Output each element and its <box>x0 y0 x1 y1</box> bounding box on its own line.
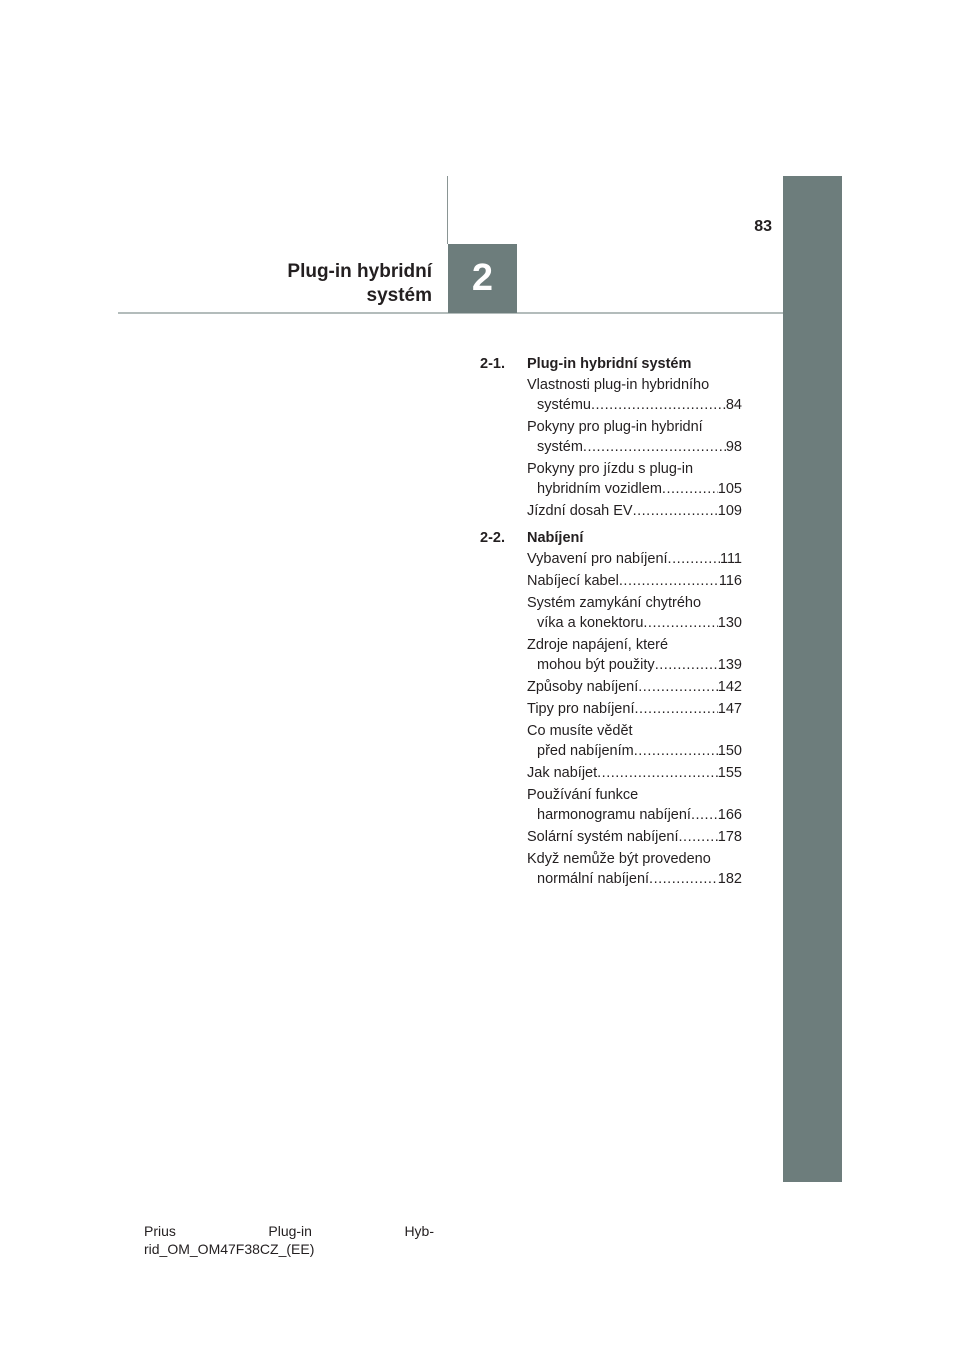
toc-entry-leader-dots <box>655 655 718 675</box>
toc-section-heading <box>480 353 742 375</box>
toc-section-number: 2-2. <box>480 530 505 546</box>
toc-entry-title: před nabíjením <box>537 743 634 759</box>
toc-entry-page-number: 178 <box>717 829 742 845</box>
toc-entry-leader-dots <box>638 677 718 697</box>
toc-entry-leader-dots <box>591 395 726 415</box>
toc-entry-leader-dots <box>597 763 718 783</box>
toc-entry[interactable] <box>527 827 742 847</box>
toc-entry-title: Solární systém nabíjení <box>527 829 679 845</box>
chapter-number: 2 <box>471 257 494 299</box>
toc-entry[interactable] <box>527 501 742 521</box>
toc-entry-title-line1: Systém zamykání chytrého <box>527 595 702 611</box>
chapter-title-line2: systém <box>366 285 432 306</box>
page-number: 83 <box>754 218 772 235</box>
toc-entry-page-number: 84 <box>725 397 742 413</box>
toc-entry-page-number: 116 <box>718 573 742 589</box>
toc-entry-leader-dots <box>662 479 718 499</box>
toc-entry-page-number: 166 <box>717 807 742 823</box>
toc-entry[interactable] <box>527 721 742 761</box>
toc-entry-page-number: 139 <box>717 657 742 673</box>
toc-entry[interactable] <box>527 571 742 591</box>
toc-entry-title-line1: Co musíte vědět <box>527 723 633 739</box>
toc-entry-title: normální nabíjení <box>537 871 650 887</box>
toc-entry-page-number: 150 <box>717 743 742 759</box>
toc-entry-title-line1: Pokyny pro jízdu s plug-in <box>527 461 694 477</box>
toc-entry-title: systém <box>537 439 583 455</box>
toc-entry-title: Vybavení pro nabíjení <box>527 551 668 567</box>
toc-entry-title: Jízdní dosah EV <box>527 503 633 519</box>
toc-entry-title: Tipy pro nabíjení <box>527 701 635 717</box>
chapter-title-line1: Plug-in hybridní <box>287 261 432 282</box>
toc-entry-leader-dots <box>691 805 718 825</box>
toc-entry-title: Způsoby nabíjení <box>527 679 639 695</box>
toc-entry-page-number: 155 <box>717 765 742 781</box>
footer-word-2: Plug-in <box>268 1223 312 1239</box>
chapter-title <box>220 260 432 308</box>
footer-word-3: Hyb- <box>404 1223 434 1239</box>
toc-entry-leader-dots <box>679 827 718 847</box>
toc-entry-title: víka a konektoru <box>537 615 644 631</box>
toc-entry-page-number: 147 <box>717 701 742 717</box>
toc-entry-page-number: 182 <box>717 871 742 887</box>
toc-entry-title-line1: Používání funkce <box>527 787 639 803</box>
toc-entry[interactable] <box>527 549 742 569</box>
chapter-side-tab <box>783 176 842 1182</box>
toc-entry-leader-dots <box>649 869 718 889</box>
toc-entry-page-number: 111 <box>719 551 742 567</box>
toc-entry[interactable] <box>527 677 742 697</box>
footer-line-2: rid_OM_OM47F38CZ_(EE) <box>144 1241 315 1257</box>
toc-entry-leader-dots <box>643 613 717 633</box>
toc-section-title: Plug-in hybridní systém <box>527 356 692 372</box>
toc-entry-leader-dots <box>583 437 726 457</box>
toc-entry-leader-dots <box>634 699 717 719</box>
footer <box>144 1222 434 1258</box>
toc-entry-leader-dots <box>634 741 718 761</box>
table-of-contents <box>480 353 742 891</box>
toc-entry-title-line1: Když nemůže být provedeno <box>527 851 711 867</box>
toc-entry[interactable] <box>527 849 742 889</box>
header-divider-vertical <box>447 176 448 244</box>
toc-entry-title-line1: Vlastnosti plug-in hybridního <box>527 377 710 393</box>
chapter-number-badge <box>448 244 517 313</box>
toc-entry-page-number: 109 <box>717 503 742 519</box>
toc-entry[interactable] <box>527 785 742 825</box>
toc-entry-page-number: 130 <box>717 615 742 631</box>
toc-entry-title: harmonogramu nabíjení <box>537 807 691 823</box>
toc-entry[interactable] <box>527 417 742 457</box>
toc-entry-page-number: 98 <box>725 439 742 455</box>
toc-section-title: Nabíjení <box>527 530 584 546</box>
toc-entry-title: Jak nabíjet <box>527 765 598 781</box>
toc-entry-title-line1: Zdroje napájení, které <box>527 637 669 653</box>
toc-section-heading <box>480 527 742 549</box>
toc-entry-leader-dots <box>619 571 719 591</box>
toc-entry-title: Nabíjecí kabel <box>527 573 619 589</box>
toc-entry[interactable] <box>527 459 742 499</box>
toc-entry-page-number: 105 <box>717 481 742 497</box>
toc-section-number: 2-1. <box>480 356 505 372</box>
toc-entry-leader-dots <box>633 501 718 521</box>
toc-entry[interactable] <box>527 699 742 719</box>
toc-entry[interactable] <box>527 593 742 633</box>
toc-entry[interactable] <box>527 375 742 415</box>
toc-entry-leader-dots <box>668 549 720 569</box>
toc-entry-title-line1: Pokyny pro plug-in hybridní <box>527 419 703 435</box>
footer-word-1: Prius <box>144 1223 176 1239</box>
toc-entry-title: systému <box>537 397 591 413</box>
toc-entry-page-number: 142 <box>717 679 742 695</box>
toc-entry[interactable] <box>527 763 742 783</box>
toc-entry[interactable] <box>527 635 742 675</box>
toc-entry-title: hybridním vozidlem <box>537 481 662 497</box>
toc-entry-title: mohou být použity <box>537 657 655 673</box>
